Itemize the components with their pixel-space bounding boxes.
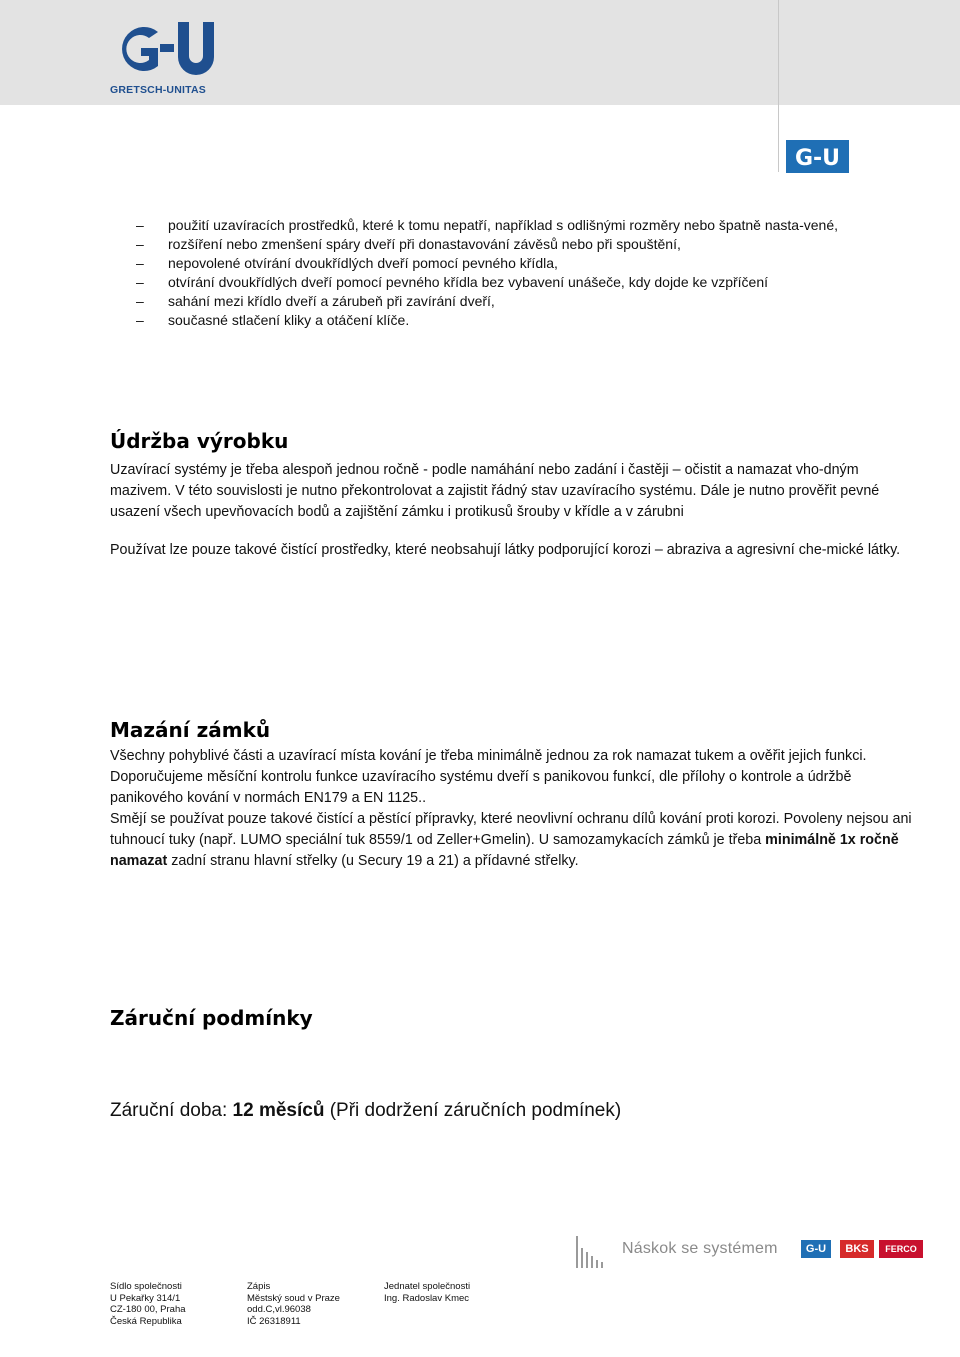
list-item: – nepovolené otvírání dvoukřídlých dveří pomocí pevného křídla, (136, 255, 558, 271)
bullet-list (136, 216, 906, 330)
list-item: – současné stlačení kliky a otáčení klíče. (136, 312, 410, 328)
slogan: Náskok se systémem (622, 1240, 778, 1257)
lubrication-heading: Mazání zámků (110, 718, 271, 742)
lubrication-paragraph-2: Smějí se používat pouze takové čistící a pěstící přípravky, které neovlivní ochranu dílů kování proti korozi. Povoleny nejsou ani tuhnoucí tuky (např. LUMO speciální tuk 8559/1 od Zeller+Gmelin). U samozamykacích zámků je třeba minimálně 1x ročně namazat zadní stranu hlavní střelky (u Secury 19 a 21) a přídavné střelky. (110, 811, 912, 869)
header-divider (778, 0, 779, 172)
maintenance-paragraph-2: Používat lze pouze takové čistící prostředky, které neobsahují látky podporující korozi – abraziva a agresivní che-mické látky. (110, 542, 901, 558)
list-item: – rozšíření nebo zmenšení spáry dveří při donastavování závěsů nebo při spouštění, (136, 236, 681, 252)
company-name: GRETSCH-UNITAS (110, 84, 206, 96)
gu-logo (108, 20, 220, 78)
lubrication-emphasis: minimálně 1x ročně namazat (110, 832, 899, 869)
list-item: – otvírání dvoukřídlých dveří pomocí pevného křídla bez vybavení unášeče, kdy dojde ke vzpříčení (136, 274, 768, 290)
maintenance-paragraph: Uzavírací systémy je třeba alespoň jednou ročně - podle namáhání nebo zadání i častěji – očistit a namazat vho-dným mazivem. V této souvislosti je nutno překontrolovat a zajistit řádný stav uzavíracího systému. Dále je nutno prověřit pevné usazení všech upevňovacích bodů a zajištění zámku i protikusů šrouby v křídle a v zárubni (110, 462, 880, 520)
lubrication-paragraph: Všechny pohyblivé části a uzavírací místa kování je třeba minimálně jednou za rok namazat tukem a ověřit jejich funkci. Doporučujeme měsíční kontrolu funkce uzavíracího systému dveří s panikovou funkcí, dle přílohy o kontrole a údržbě panikového kování v normách EN179 a EN 1125.. (110, 748, 867, 806)
svg-text:G-U: G-U (794, 146, 841, 171)
warranty-heading: Záruční podmínky (110, 1006, 313, 1030)
warranty-period: Záruční doba: 12 měsíců (Při dodržení záručních podmínek) (110, 1100, 622, 1121)
footer-brand-band (576, 1222, 926, 1274)
gu-logo-small (786, 140, 849, 173)
gu-brand-logo: G-U (801, 1240, 831, 1258)
footer-director: Jednatel společnosti Ing. Radoslav Kmec (384, 1281, 471, 1304)
ferco-brand-logo: FERCO (879, 1240, 923, 1258)
list-item: – sahání mezi křídlo dveří a zárubeň při zavírání dveří, (136, 293, 495, 309)
footer-headquarters: Sídlo společnosti U Pekařky 314/1 CZ-180 00, Praha Česká Republika (110, 1281, 186, 1327)
footer-registration: Zápis Městský soud v Praze odd.C,vl.96038 IČ 26318911 (247, 1281, 340, 1327)
maintenance-heading: Údržba výrobku (110, 429, 289, 453)
warranty-value: 12 měsíců (232, 1100, 325, 1121)
bks-brand-logo: BKS (840, 1240, 874, 1258)
list-item: – použití uzavíracích prostředků, které k tomu nepatří, například s odlišnými rozměry nebo špatně nasta-vené, (136, 217, 838, 233)
footer-ticks (576, 1236, 603, 1268)
